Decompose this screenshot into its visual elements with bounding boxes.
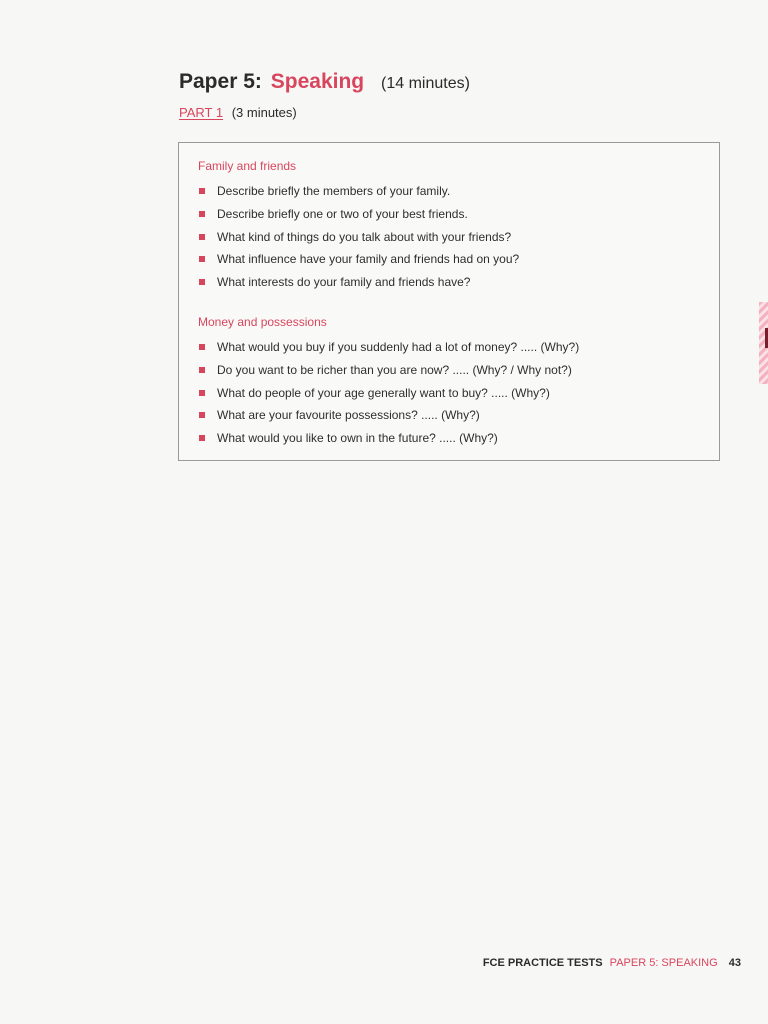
square-bullet-icon [199,188,205,194]
square-bullet-icon [199,234,205,240]
page-number: 43 [728,957,741,969]
footer-paper-title: PAPER 5: SPEAKING [609,957,718,969]
square-bullet-icon [199,279,205,285]
question-text: What are your favourite possessions? ..... (Why?) [217,408,480,423]
section-heading-money-and-possessions: Money and possessions [198,315,327,329]
question-text: Describe briefly one or two of your best friends. [217,206,468,221]
title-accent: Speaking [270,70,365,93]
question-text: What would you like to own in the future? ..... (Why?) [217,431,498,446]
question-text: What do people of your age generally want to buy? ..... (Why?) [217,385,550,400]
footer-book-title: FCE PRACTICE TESTS [482,957,603,969]
title-prefix: Paper 5: [179,70,262,93]
question-text: What kind of things do you talk about with your friends? [217,229,512,244]
square-bullet-icon [199,367,205,373]
question-text: What would you buy if you suddenly had a lot of money? ..... (Why?) [217,340,580,354]
part-label: PART 1 [179,105,224,120]
page-footer [483,955,741,971]
part-heading [179,104,297,122]
section-heading-family-and-friends: Family and friends [198,159,297,173]
question-text: Do you want to be richer than you are now? ..... (Why? / Why not?) [217,362,572,377]
question-text: What influence have your family and friends had on you? [217,252,520,267]
question-text: Describe briefly the members of your family. [217,184,451,198]
square-bullet-icon [199,412,205,418]
question-box [178,142,720,461]
square-bullet-icon [199,390,205,396]
square-bullet-icon [199,211,205,217]
page-title [179,62,470,99]
question-text: What interests do your family and friends have? [217,275,471,290]
part-duration: (3 minutes) [231,105,297,120]
square-bullet-icon [199,344,205,350]
square-bullet-icon [199,256,205,262]
title-duration: (14 minutes) [381,75,470,92]
square-bullet-icon [199,435,205,441]
